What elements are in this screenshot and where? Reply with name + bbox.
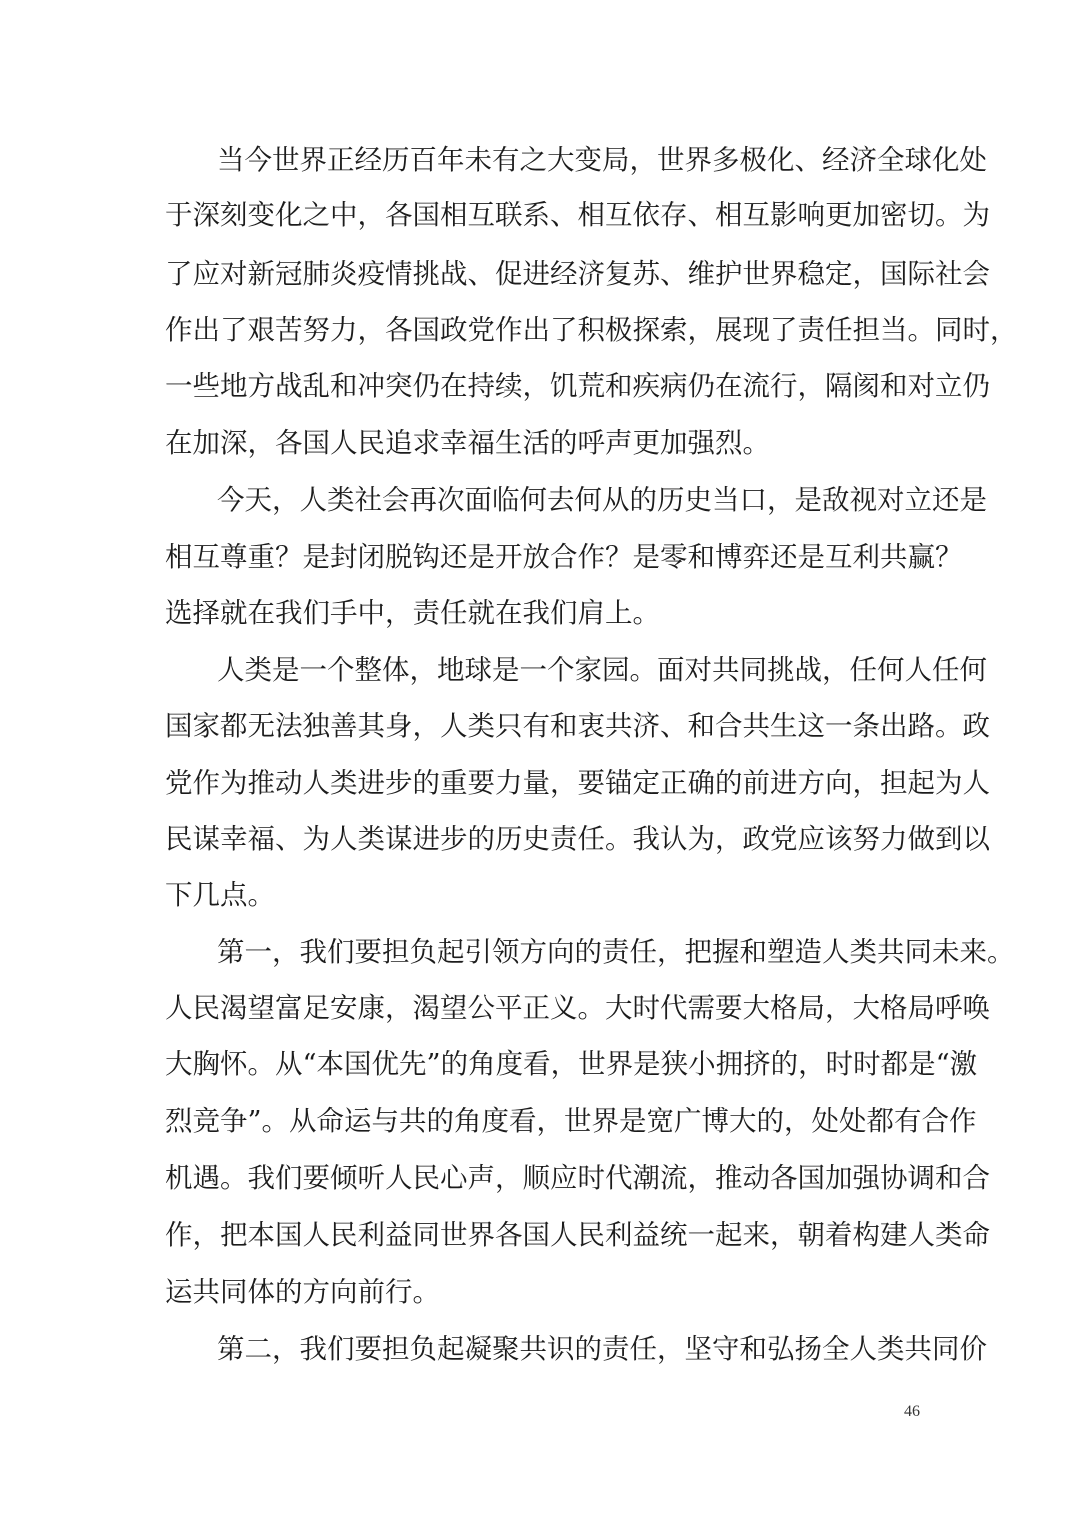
text-line: 机遇。我们要倾听人民心声，顺应时代潮流，推动各国加强协调和合: [165, 1162, 990, 1194]
text-line: 人民渴望富足安康，渴望公平正义。大时代需要大格局，大格局呼唤: [165, 992, 990, 1024]
text-line: 国家都无法独善其身，人类只有和衷共济、和合共生这一条出路。政: [165, 710, 990, 742]
text-line: 相互尊重？是封闭脱钩还是开放合作？是零和博弈还是互利共赢？: [165, 541, 963, 573]
text-line: 在加深，各国人民追求幸福生活的呼声更加强烈。: [165, 427, 770, 459]
text-line: 运共同体的方向前行。: [165, 1276, 440, 1308]
text-line: 选择就在我们手中，责任就在我们肩上。: [165, 597, 660, 629]
text-line: 第二，我们要担负起凝聚共识的责任，坚守和弘扬全人类共同价: [217, 1333, 987, 1365]
page-number: 46: [904, 1403, 920, 1420]
text-line: 党作为推动人类进步的重要力量，要锚定正确的前进方向，担起为人: [165, 767, 990, 799]
text-line: 人类是一个整体，地球是一个家园。面对共同挑战，任何人任何: [217, 654, 987, 686]
text-line: 当今世界正经历百年未有之大变局，世界多极化、经济全球化处: [217, 144, 987, 176]
text-line: 作出了艰苦努力，各国政党作出了积极探索，展现了责任担当。同时，: [165, 314, 1018, 346]
text-line: 了应对新冠肺炎疫情挑战、促进经济复苏、维护世界稳定，国际社会: [165, 258, 990, 290]
text-line: 于深刻变化之中，各国相互联系、相互依存、相互影响更加密切。为: [165, 199, 990, 231]
text-line: 民谋幸福、为人类谋进步的历史责任。我认为，政党应该努力做到以: [165, 823, 990, 855]
text-line: 一些地方战乱和冲突仍在持续，饥荒和疾病仍在流行，隔阂和对立仍: [165, 370, 990, 402]
text-line: 烈竞争”。从命运与共的角度看，世界是宽广博大的，处处都有合作: [165, 1105, 977, 1137]
text-line: 作，把本国人民利益同世界各国人民利益统一起来，朝着构建人类命: [165, 1219, 990, 1251]
text-line: 第一，我们要担负起引领方向的责任，把握和塑造人类共同未来。: [217, 936, 1015, 968]
text-line: 下几点。: [165, 879, 275, 911]
text-line: 今天，人类社会再次面临何去何从的历史当口，是敌视对立还是: [217, 484, 987, 516]
text-line: 大胸怀。从“本国优先”的角度看，世界是狭小拥挤的，时时都是“激: [165, 1048, 978, 1080]
